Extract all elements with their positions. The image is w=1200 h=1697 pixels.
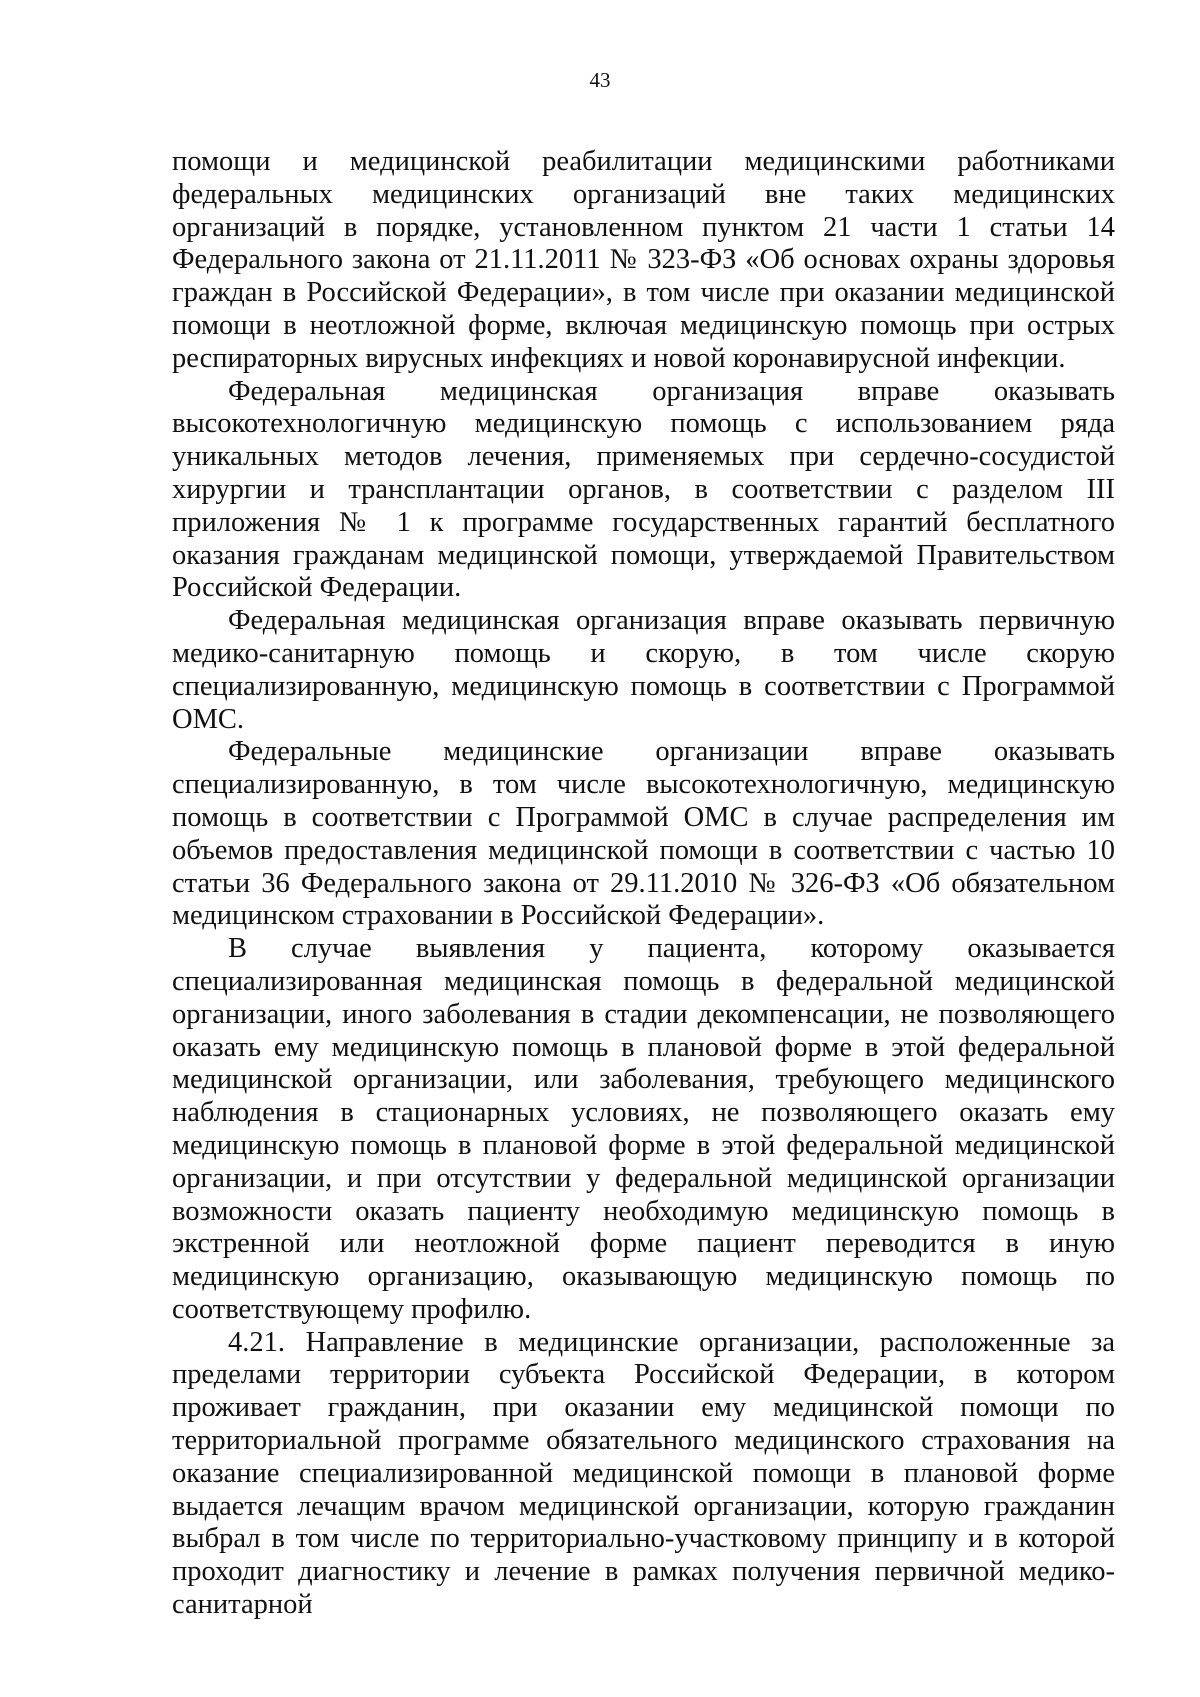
page-number: 43 xyxy=(589,68,611,92)
paragraph-patient-transfer: В случае выявления у пациента, которому оказывается специализированная медицинская помощь в федеральной медицинской организации, иного заболевания в стадии декомпенсации, не позволяющего оказать ему медицинскую помощь в плановой форме в этой федеральной медицинской организации, или заболевания, требующего медицинского наблюдения в стационарных условиях, не позволяющего оказать ему медицинскую помощь в плановой форме в этой федеральной медицинской организации, и при отсутствии у федеральной медицинской организации возможности оказать пациенту необходимую медицинскую помощь в экстренной или неотложной форме пациент переводится в иную медицинскую организацию, оказывающую медицинскую помощь по соответствующему профилю. xyxy=(172,933,1115,1325)
paragraph-specialized-care: Федеральные медицинские организации вправе оказывать специализированную, в том числе высокотехнологичную, медицинскую помощь в соответствии с Программой ОМС в случае распределения им объемов предоставления медицинской помощи в соответствии с частью 10 статьи 36 Федерального закона от 29.11.2010 № 326-ФЗ «Об обязательном медицинском страховании в Российской Федерации». xyxy=(172,736,1115,932)
document-body xyxy=(172,146,1115,1622)
paragraph-section-4-21: 4.21. Направление в медицинские организации, расположенные за пределами территории субъекта Российской Федерации, в котором проживает гражданин, при оказании ему медицинской помощи по территориальной программе обязательного медицинского страхования на оказание специализированной медицинской помощи в плановой форме выдается лечащим врачом медицинской организации, которую гражданин выбрал в том числе по территориально-участковому принципу и в которой проходит диагностику и лечение в рамках получения первичной медико-санитарной xyxy=(172,1326,1115,1621)
paragraph-primary-care: Федеральная медицинская организация вправе оказывать первичную медико-санитарную помощь и скорую, в том числе скорую специализированную, медицинскую помощь в соответствии с Программой ОМС. xyxy=(172,605,1115,735)
paragraph-high-tech-care: Федеральная медицинская организация вправе оказывать высокотехнологичную медицинскую помощь с использованием ряда уникальных методов лечения, применяемых при сердечно-сосудистой хирургии и трансплантации органов, в соответствии с разделом III приложения № 1 к программе государственных гарантий бесплатного оказания гражданам медицинской помощи, утверждаемой Правительством Российской Федерации. xyxy=(172,375,1115,604)
paragraph-continuation: помощи и медицинской реабилитации медицинскими работниками федеральных медицинских организаций вне таких медицинских организаций в порядке, установленном пунктом 21 части 1 статьи 14 Федерального закона от 21.11.2011 № 323-ФЗ «Об основах охраны здоровья граждан в Российской Федерации», в том числе при оказании медицинской помощи в неотложной форме, включая медицинскую помощь при острых респираторных вирусных инфекциях и новой коронавирусной инфекции. xyxy=(172,146,1115,374)
